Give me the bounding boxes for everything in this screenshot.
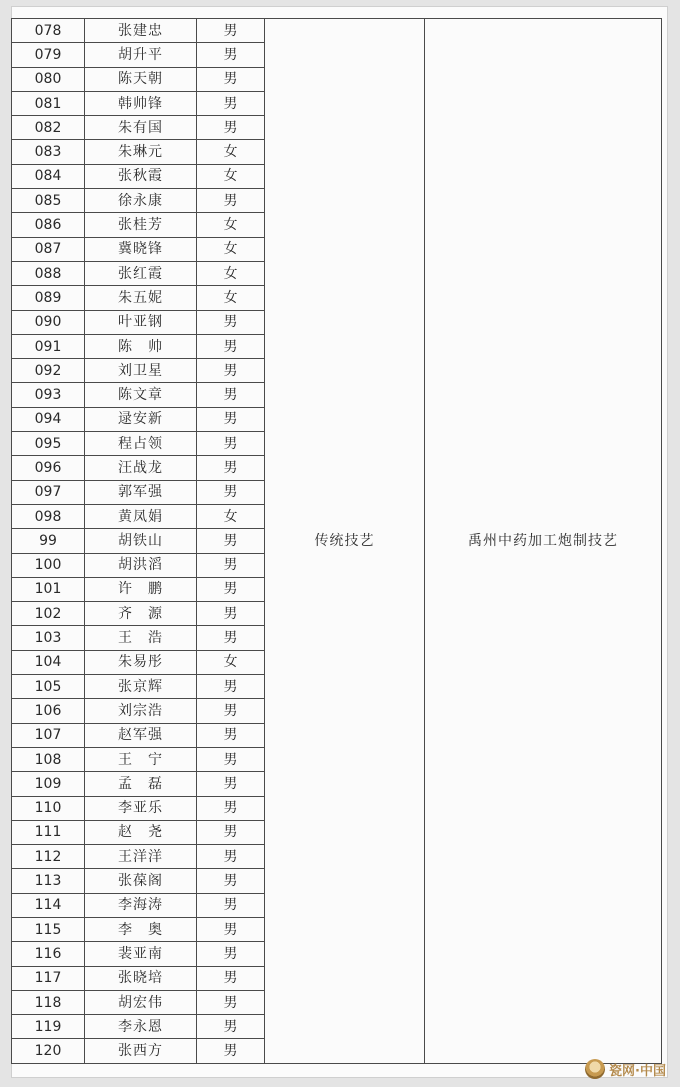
watermark — [585, 1059, 666, 1079]
person-gender: 男 — [197, 383, 265, 407]
row-number: 106 — [12, 699, 85, 723]
person-name: 许 鹏 — [85, 577, 197, 601]
person-gender: 女 — [197, 650, 265, 674]
person-name: 张桂芳 — [85, 213, 197, 237]
person-name: 张建忠 — [85, 19, 197, 43]
row-number: 107 — [12, 723, 85, 747]
person-name: 刘卫星 — [85, 359, 197, 383]
person-name: 朱五妮 — [85, 286, 197, 310]
person-gender: 男 — [197, 602, 265, 626]
watermark-logo-icon — [585, 1059, 605, 1079]
person-name: 张西方 — [85, 1039, 197, 1063]
row-number: 102 — [12, 602, 85, 626]
person-name: 胡铁山 — [85, 529, 197, 553]
row-number: 113 — [12, 869, 85, 893]
person-name: 刘宗浩 — [85, 699, 197, 723]
person-gender: 男 — [197, 675, 265, 699]
row-number: 085 — [12, 189, 85, 213]
person-name: 赵 尧 — [85, 820, 197, 844]
person-gender: 男 — [197, 334, 265, 358]
person-name: 张晓培 — [85, 966, 197, 990]
row-number: 090 — [12, 310, 85, 334]
row-number: 108 — [12, 747, 85, 771]
table-body — [12, 19, 662, 1064]
row-number: 115 — [12, 917, 85, 941]
row-number: 082 — [12, 116, 85, 140]
person-name: 李永恩 — [85, 1015, 197, 1039]
person-name: 朱易彤 — [85, 650, 197, 674]
person-gender: 男 — [197, 359, 265, 383]
person-name: 张京辉 — [85, 675, 197, 699]
row-number: 087 — [12, 237, 85, 261]
row-number: 111 — [12, 820, 85, 844]
person-name: 朱琳元 — [85, 140, 197, 164]
person-name: 李 奥 — [85, 917, 197, 941]
person-gender: 男 — [197, 942, 265, 966]
row-number: 117 — [12, 966, 85, 990]
row-number: 114 — [12, 893, 85, 917]
row-number: 092 — [12, 359, 85, 383]
row-number: 095 — [12, 432, 85, 456]
row-number: 104 — [12, 650, 85, 674]
person-gender: 女 — [197, 140, 265, 164]
person-gender: 女 — [197, 504, 265, 528]
row-number: 079 — [12, 43, 85, 67]
person-gender: 女 — [197, 213, 265, 237]
row-number: 094 — [12, 407, 85, 431]
person-gender: 男 — [197, 845, 265, 869]
person-name: 李海涛 — [85, 893, 197, 917]
row-number: 103 — [12, 626, 85, 650]
person-gender: 男 — [197, 310, 265, 334]
category-cell: 传统技艺 — [265, 19, 425, 1064]
person-name: 郭军强 — [85, 480, 197, 504]
row-number: 088 — [12, 261, 85, 285]
row-number: 112 — [12, 845, 85, 869]
person-gender: 男 — [197, 577, 265, 601]
row-number: 093 — [12, 383, 85, 407]
person-name: 韩帅锋 — [85, 91, 197, 115]
person-name: 胡升平 — [85, 43, 197, 67]
person-gender: 男 — [197, 990, 265, 1014]
inheritor-table — [11, 18, 662, 1064]
person-name: 王 浩 — [85, 626, 197, 650]
person-name: 裴亚南 — [85, 942, 197, 966]
person-gender: 男 — [197, 116, 265, 140]
person-gender: 男 — [197, 407, 265, 431]
person-name: 陈 帅 — [85, 334, 197, 358]
person-name: 黄凤娟 — [85, 504, 197, 528]
row-number: 101 — [12, 577, 85, 601]
row-number: 100 — [12, 553, 85, 577]
row-number: 086 — [12, 213, 85, 237]
person-gender: 男 — [197, 626, 265, 650]
person-name: 赵军强 — [85, 723, 197, 747]
row-number: 118 — [12, 990, 85, 1014]
person-name: 汪战龙 — [85, 456, 197, 480]
person-gender: 女 — [197, 164, 265, 188]
row-number: 080 — [12, 67, 85, 91]
row-number: 120 — [12, 1039, 85, 1063]
person-name: 叶亚钢 — [85, 310, 197, 334]
person-gender: 男 — [197, 796, 265, 820]
watermark-text: 瓷网·中国 — [609, 1063, 666, 1079]
person-name: 张红霞 — [85, 261, 197, 285]
person-name: 陈文章 — [85, 383, 197, 407]
person-gender: 男 — [197, 966, 265, 990]
person-gender: 男 — [197, 699, 265, 723]
person-gender: 女 — [197, 261, 265, 285]
row-number: 091 — [12, 334, 85, 358]
person-gender: 男 — [197, 553, 265, 577]
person-name: 胡洪滔 — [85, 553, 197, 577]
row-number: 078 — [12, 19, 85, 43]
row-number: 089 — [12, 286, 85, 310]
person-gender: 男 — [197, 893, 265, 917]
row-number: 096 — [12, 456, 85, 480]
row-number: 116 — [12, 942, 85, 966]
row-number: 083 — [12, 140, 85, 164]
person-name: 陈天朝 — [85, 67, 197, 91]
row-number: 098 — [12, 504, 85, 528]
person-name: 冀晓锋 — [85, 237, 197, 261]
person-name: 李亚乐 — [85, 796, 197, 820]
person-gender: 男 — [197, 67, 265, 91]
person-gender: 女 — [197, 286, 265, 310]
person-name: 齐 源 — [85, 602, 197, 626]
person-gender: 男 — [197, 456, 265, 480]
person-name: 王洋洋 — [85, 845, 197, 869]
person-name: 朱有国 — [85, 116, 197, 140]
person-gender: 男 — [197, 19, 265, 43]
person-gender: 男 — [197, 869, 265, 893]
person-gender: 男 — [197, 480, 265, 504]
table-row — [12, 19, 662, 43]
row-number: 097 — [12, 480, 85, 504]
person-gender: 男 — [197, 772, 265, 796]
row-number: 110 — [12, 796, 85, 820]
person-name: 程占领 — [85, 432, 197, 456]
person-gender: 男 — [197, 1039, 265, 1063]
person-name: 王 宁 — [85, 747, 197, 771]
person-gender: 男 — [197, 432, 265, 456]
row-number: 105 — [12, 675, 85, 699]
person-gender: 女 — [197, 237, 265, 261]
person-name: 逯安新 — [85, 407, 197, 431]
person-name: 徐永康 — [85, 189, 197, 213]
person-gender: 男 — [197, 91, 265, 115]
person-name: 孟 磊 — [85, 772, 197, 796]
row-number: 084 — [12, 164, 85, 188]
person-gender: 男 — [197, 529, 265, 553]
person-gender: 男 — [197, 917, 265, 941]
person-name: 张葆阁 — [85, 869, 197, 893]
person-name: 胡宏伟 — [85, 990, 197, 1014]
person-gender: 男 — [197, 723, 265, 747]
person-gender: 男 — [197, 43, 265, 67]
person-gender: 男 — [197, 1015, 265, 1039]
person-gender: 男 — [197, 189, 265, 213]
person-gender: 男 — [197, 820, 265, 844]
project-cell: 禹州中药加工炮制技艺 — [425, 19, 662, 1064]
row-number: 99 — [12, 529, 85, 553]
row-number: 109 — [12, 772, 85, 796]
person-gender: 男 — [197, 747, 265, 771]
row-number: 081 — [12, 91, 85, 115]
person-name: 张秋霞 — [85, 164, 197, 188]
row-number: 119 — [12, 1015, 85, 1039]
